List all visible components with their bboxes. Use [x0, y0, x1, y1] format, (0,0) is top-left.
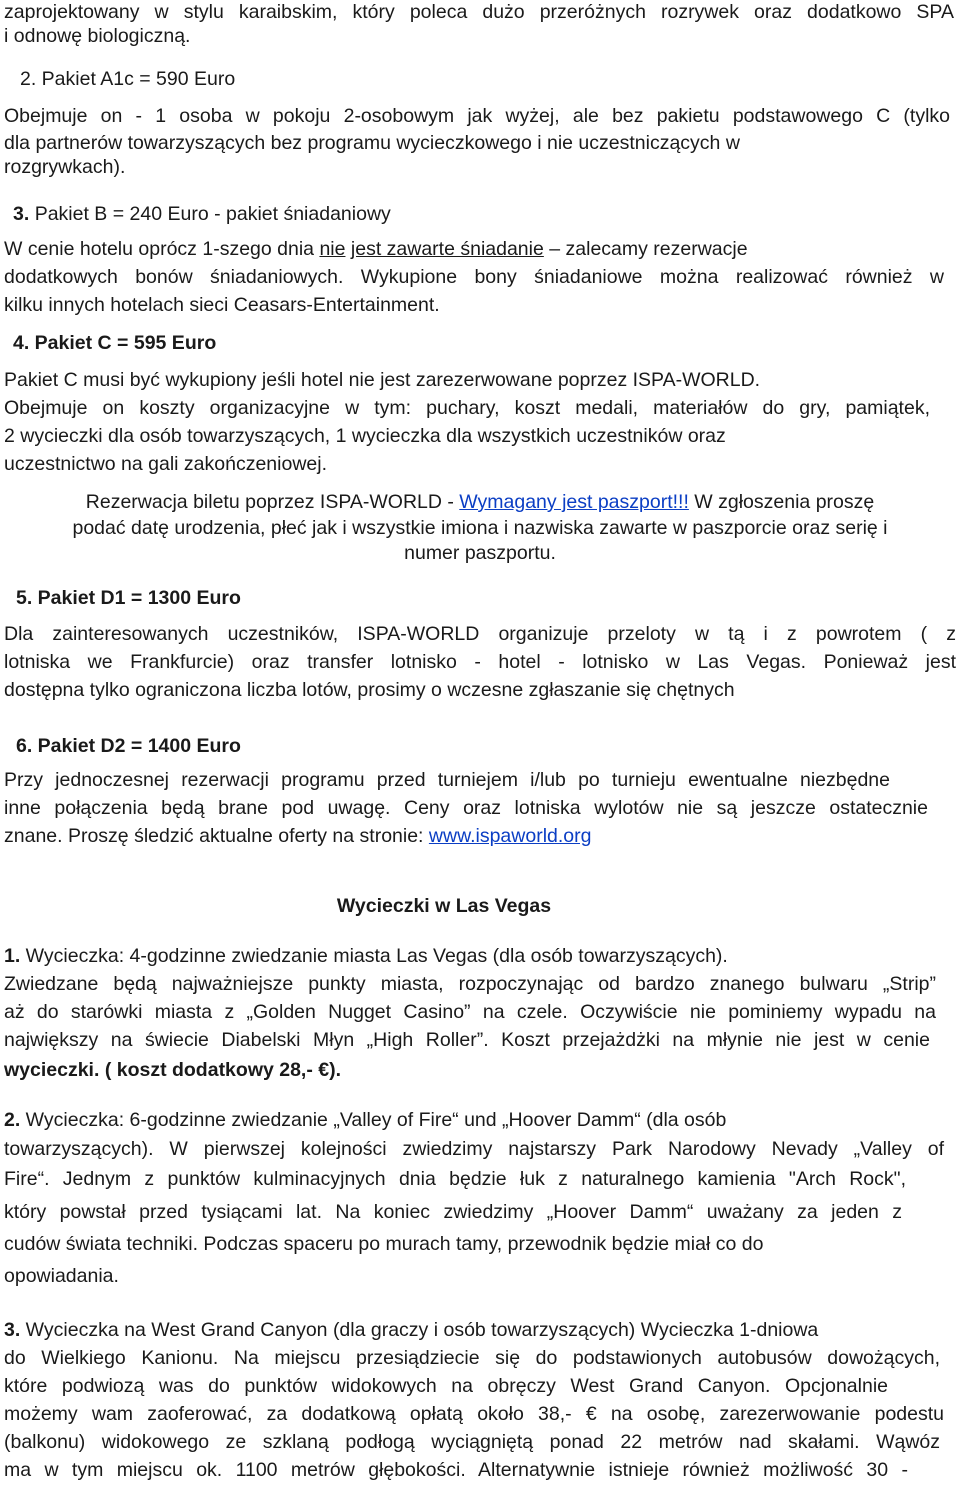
- intro-line-1: zaprojektowany w stylu karaibskim, który poleca dużo przeróżnych rozrywek oraz dodatkowo SPA: [4, 1, 954, 23]
- pakiet-c-line-3: 2 wycieczki dla osób towarzyszących, 1 wycieczka dla wszystkich uczestników oraz: [4, 425, 726, 447]
- pakiet-b-text: W cenie hotelu oprócz 1-szego dnia: [4, 238, 320, 260]
- pakiet-d1-line-1: Dla zainteresowanych uczestników, ISPA-WORLD organizuje przeloty w tą i z powrotem ( z: [4, 623, 956, 645]
- trips-section-title: Wycieczki w Las Vegas: [336, 895, 552, 917]
- pakiet-b-line-3: kilku innych hotelach sieci Ceasars-Entertainment.: [4, 294, 440, 316]
- pakiet-c-line-4: uczestnictwo na gali zakończeniowej.: [4, 453, 328, 475]
- trip-3-line-5: (balkonu) widokowego ze szklaną podłogą wyciągniętą ponad 22 metrów nad skałami. Wąwóz: [4, 1431, 940, 1453]
- trip-1-line-4: największy na świecie Diabelski Młyn „High Roller”. Koszt przejażdżki na młynie nie jest w cenie: [4, 1029, 930, 1051]
- pakiet-d2-text: znane. Proszę śledzić aktualne oferty na stronie:: [4, 825, 429, 847]
- trip-2-line-5: cudów świata techniki. Podczas spaceru po murach tamy, przewodnik będzie miał co do: [4, 1233, 764, 1255]
- pakiet-b-line-2: dodatkowych bonów śniadaniowych. Wykupione bony śniadaniowe można realizować również w: [4, 266, 944, 288]
- trip-3-title: Wycieczka na West Grand Canyon (dla graczy i osób towarzyszących) Wycieczka 1-dniowa: [20, 1319, 819, 1341]
- trip-3-line-4: możemy wam zaoferować, za dodatkową opłatą około 38,- € na osobę, zarezerwowanie podestu: [4, 1403, 944, 1425]
- trip-1-title: Wycieczka: 4-godzinne zwiedzanie miasta Las Vegas (dla osób towarzyszących).: [20, 945, 728, 967]
- trip-2-line-3: Fire“. Jednym z punktów kulminacyjnych dnia będzie łuk z naturalnego kamienia "Arch Rock",: [4, 1168, 906, 1190]
- pakiet-d2-line-2: inne połączenia będą brane pod uwagę. Ceny oraz lotniska wylotów nie są jeszcze ostatecznie: [4, 797, 928, 819]
- pakiet-c-heading: 4. Pakiet C = 595 Euro: [13, 332, 217, 354]
- reservation-line-2: podać datę urodzenia, płeć jak i wszystkie imiona i nazwiska zawarte w paszporcie oraz serię i: [72, 517, 888, 539]
- pakiet-d1-line-3: dostępna tylko ograniczona liczba lotów, prosimy o wczesne zgłaszanie się chętnych: [4, 679, 735, 701]
- trip-1-line-2: Zwiedzane będą najważniejsze punkty miasta, rozpoczynając od bardzo znanego bulwaru „Strip”: [4, 973, 936, 995]
- trip-2-line-2: towarzyszących). W pierwszej kolejności zwiedzimy najstarszy Park Narodowy Nevady „Valley of: [4, 1138, 944, 1160]
- pakiet-d1-heading: 5. Pakiet D1 = 1300 Euro: [16, 587, 241, 609]
- pakiet-c-line-1: Pakiet C musi być wykupiony jeśli hotel nie jest zarezerwowane poprzez ISPA-WORLD.: [4, 369, 761, 391]
- trip-3-line-3: które podwiozą was do punktów widokowych na obręczy West Grand Canyon. Opcjonalnie: [4, 1375, 888, 1397]
- trip-2-line-6: opowiadania.: [4, 1265, 119, 1287]
- pakiet-c-line-2: Obejmuje on koszty organizacyjne w tym: puchary, koszt medali, materiałów do gry, pamiątek,: [4, 397, 930, 419]
- pakiet-b-number: 3.: [13, 203, 30, 225]
- pakiet-b-line-1: [4, 237, 748, 261]
- reservation-text: Rezerwacja biletu poprzez ISPA-WORLD -: [85, 491, 460, 513]
- reservation-text-end: W zgłoszenia proszę: [688, 491, 875, 513]
- trip-3-line-1: [4, 1318, 818, 1342]
- pakiet-b-text-end: – zalecamy rezerwacje: [543, 238, 748, 260]
- trip-2-title: Wycieczka: 6-godzinne zwiedzanie „Valley of Fire“ und „Hoover Damm“ (dla osób: [20, 1109, 727, 1131]
- trip-1-number: 1.: [4, 945, 21, 967]
- passport-required-link[interactable]: Wymagany jest paszport!!!: [459, 491, 689, 513]
- trip-2-number: 2.: [4, 1109, 21, 1131]
- pakiet-d2-line-3: [4, 824, 591, 848]
- trip-1-line-1: [4, 944, 728, 968]
- pakiet-b-title: Pakiet B = 240 Euro - pakiet śniadaniowy: [34, 203, 391, 225]
- pakiet-b-underlined-nie: nie: [319, 238, 346, 260]
- pakiet-a1c-line-2: dla partnerów towarzyszących bez programu wycieczkowego i nie uczestniczących w: [4, 132, 740, 154]
- intro-line-2: i odnowę biologiczną.: [4, 25, 191, 47]
- reservation-line-3: numer paszportu.: [404, 542, 556, 564]
- pakiet-d1-line-2: lotniska we Frankfurcie) oraz transfer lotnisko - hotel - lotnisko w Las Vegas. Ponieważ jest: [4, 651, 956, 673]
- trip-3-line-6: ma w tym miejscu ok. 1100 metrów głębokości. Alternatywnie istnieje również możliwość 30 -: [4, 1459, 908, 1481]
- trip-2-line-1: [4, 1108, 726, 1132]
- pakiet-b-underlined-breakfast: jest zawarte śniadanie: [350, 238, 544, 260]
- reservation-line-1: [0, 490, 960, 514]
- trip-3-number: 3.: [4, 1319, 21, 1341]
- pakiet-d2-line-1: Przy jednoczesnej rezerwacji programu przed turniejem i/lub po turnieju ewentualne niezbędne: [4, 769, 890, 791]
- pakiet-d2-heading: 6. Pakiet D2 = 1400 Euro: [16, 735, 241, 757]
- trip-1-line-5: wycieczki. ( koszt dodatkowy 28,- €).: [4, 1059, 342, 1081]
- trip-1-line-3: aż do starówki miasta z „Golden Nugget Casino” na czele. Oczywiście nie pominiemy wypadu na: [4, 1001, 936, 1023]
- pakiet-a1c-line-1: Obejmuje on - 1 osoba w pokoju 2-osobowym jak wyżej, ale bez pakietu podstawowego C (tylko: [4, 105, 950, 127]
- pakiet-a1c-line-3: rozgrywkach).: [4, 156, 126, 178]
- trip-2-line-4: który powstał przed tysiącami lat. Na koniec zwiedzimy „Hoover Damm“ uważany za jeden z: [4, 1201, 902, 1223]
- trip-3-line-2: do Wielkiego Kanionu. Na miejscu przesiądziecie się do podstawionych autobusów dowożących,: [4, 1347, 940, 1369]
- ispaworld-website-link[interactable]: www.ispaworld.org: [428, 825, 592, 847]
- pakiet-a1c-heading: 2. Pakiet A1c = 590 Euro: [20, 68, 236, 90]
- pakiet-b-heading: [13, 202, 391, 226]
